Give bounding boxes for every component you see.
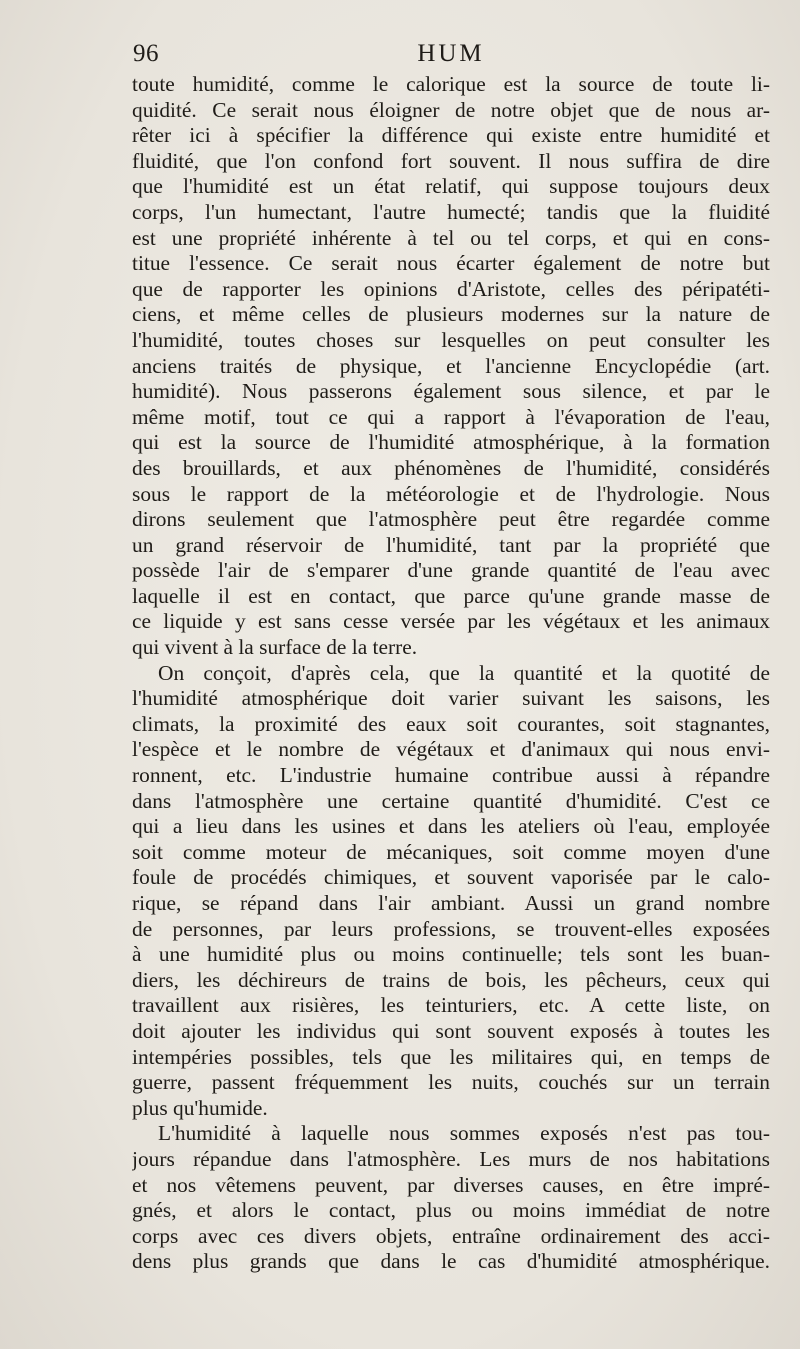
- text-line: que l'humidité est un état relatif, qui suppose toujours deux: [132, 174, 770, 199]
- text-line: possède l'air de s'emparer d'une grande quantité de l'eau avec: [132, 558, 770, 583]
- text-line: intempéries possibles, tels que les militaires qui, en temps de: [132, 1044, 770, 1069]
- text-line: humidité). Nous passerons également sous silence, et par le: [132, 379, 770, 404]
- text-line: rêter ici à spécifier la différence qui existe entre humidité et: [132, 123, 770, 148]
- text-line: que de rapporter les opinions d'Aristote, celles des péripatéti-: [132, 276, 770, 301]
- text-line: anciens traités de physique, et l'ancienne Encyclopédie (art.: [132, 353, 770, 378]
- text-line: toute humidité, comme le calorique est la source de toute li-: [132, 72, 770, 96]
- paragraph-first-line: On conçoit, d'après cela, que la quantité et la quotité de: [158, 660, 770, 685]
- paragraph-end-line: qui vivent à la surface de la terre.: [132, 635, 418, 660]
- text-line: foule de procédés chimiques, et souvent vaporisée par le calo-: [132, 865, 770, 890]
- text-line: travaillent aux risières, les teinturiers, etc. A cette liste, on: [132, 993, 770, 1018]
- text-line: soit comme moteur de mécaniques, soit comme moyen d'une: [132, 839, 770, 864]
- text-line: sous le rapport de la météorologie et de l'hydrologie. Nous: [132, 481, 770, 506]
- text-line: laquelle il est en contact, que parce qu'une grande masse de: [132, 583, 770, 608]
- text-line: qui est la source de l'humidité atmosphérique, à la formation: [132, 430, 770, 455]
- text-line: ce liquide y est sans cesse versée par les végétaux et les animaux: [132, 609, 770, 634]
- text-line: diers, les déchireurs de trains de bois, les pêcheurs, ceux qui: [132, 967, 770, 992]
- text-line: l'espèce et le nombre de végétaux et d'animaux qui nous envi-: [132, 737, 770, 762]
- text-line: guerre, passent fréquemment les nuits, couchés sur un terrain: [132, 1070, 770, 1095]
- text-line: l'humidité, toutes choses sur lesquelles on peut consulter les: [132, 327, 770, 352]
- text-line: gnés, et alors le contact, plus ou moins immédiat de notre: [132, 1198, 770, 1223]
- text-line: qui a lieu dans les usines et dans les ateliers où l'eau, employée: [132, 814, 770, 839]
- text-line: ciens, et même celles de plusieurs modernes sur la nature de: [132, 302, 770, 327]
- text-line: à une humidité plus ou moins continuelle; tels sont les buan-: [132, 942, 770, 967]
- text-line: dirons seulement que l'atmosphère peut être regardée comme: [132, 507, 770, 532]
- text-line: un grand réservoir de l'humidité, tant par la propriété que: [132, 532, 770, 557]
- text-line: titue l'essence. Ce serait nous écarter également de notre but: [132, 251, 770, 276]
- text-line: rique, se répand dans l'air ambiant. Aussi un grand nombre: [132, 891, 770, 915]
- text-line: fluidité, que l'on confond fort souvent. Il nous suffira de dire: [132, 148, 770, 173]
- text-line: des brouillards, et aux phénomènes de l'humidité, considérés: [132, 455, 770, 480]
- paragraph-end-line: plus qu'humide.: [132, 1095, 268, 1120]
- page-header: [133, 40, 769, 70]
- running-head: HUM: [417, 40, 485, 67]
- paragraph-first-line: L'humidité à laquelle nous sommes exposés n'est pas tou-: [158, 1121, 770, 1146]
- text-line: dans l'atmosphère une certaine quantité d'humidité. C'est ce: [132, 788, 770, 813]
- text-line: corps, l'un humectant, l'autre humecté; tandis que la fluidité: [132, 199, 770, 224]
- text-line: même motif, tout ce qui a rapport à l'évaporation de l'eau,: [132, 404, 770, 429]
- text-line: et nos vêtemens peuvent, par diverses causes, en être impré-: [132, 1172, 770, 1197]
- text-line: quidité. Ce serait nous éloigner de notre objet que de nous ar-: [132, 97, 770, 122]
- text-line: l'humidité atmosphérique doit varier suivant les saisons, les: [132, 686, 770, 711]
- text-line: dens plus grands que dans le cas d'humidité atmosphérique.: [132, 1249, 770, 1274]
- text-line: climats, la proximité des eaux soit courantes, soit stagnantes,: [132, 711, 770, 736]
- body-text: [132, 72, 770, 1275]
- page-number: 96: [133, 40, 159, 67]
- text-line: est une propriété inhérente à tel ou tel corps, et qui en cons-: [132, 225, 770, 250]
- text-line: jours répandue dans l'atmosphère. Les murs de nos habitations: [132, 1146, 770, 1171]
- text-line: doit ajouter les individus qui sont souvent exposés à toutes les: [132, 1018, 770, 1043]
- text-line: ronnent, etc. L'industrie humaine contribue aussi à répandre: [132, 763, 770, 788]
- text-line: de personnes, par leurs professions, se trouvent-elles exposées: [132, 916, 770, 941]
- text-line: corps avec ces divers objets, entraîne ordinairement des acci-: [132, 1223, 770, 1248]
